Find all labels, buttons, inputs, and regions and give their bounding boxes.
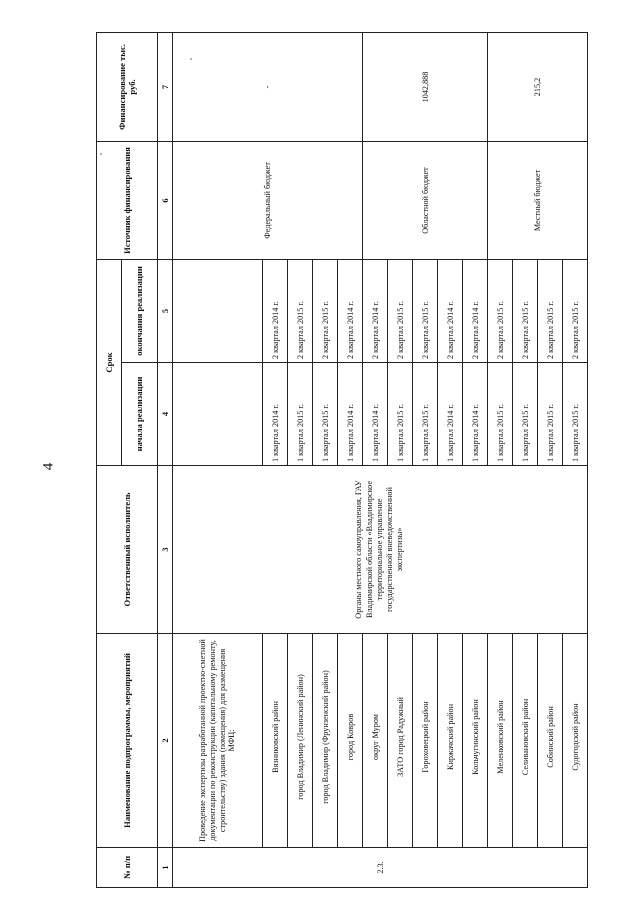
district-name: Меленковский район [488, 634, 513, 848]
header-source: Источник финансирования [97, 141, 158, 259]
header-name: Наименование подпрограммы, мероприятий [97, 634, 158, 848]
funding-regional: 1042,888 [363, 32, 488, 141]
term-start: 1 квартал 2015 г. [488, 363, 513, 466]
term-start: 1 квартал 2015 г. [538, 363, 563, 466]
district-name: Киржачский район [438, 634, 463, 848]
district-name: город Владимир (Ленинский район) [288, 634, 313, 848]
term-end: 2 квартал 2014 г. [438, 259, 463, 362]
term-end-empty [173, 259, 263, 362]
term-end: 2 квартал 2014 г. [338, 259, 363, 362]
term-end: 2 квартал 2014 г. [463, 259, 488, 362]
header-executor: Ответственный исполнитель [97, 466, 158, 634]
term-start: 1 квартал 2015 г. [413, 363, 438, 466]
district-name: город Владимир (Фрунзенский район) [313, 634, 338, 848]
header-term-end: окончания реализации [122, 259, 158, 362]
district-name: округ Муром [363, 634, 388, 848]
column-number: 5 [158, 259, 173, 362]
term-end: 2 квартал 2015 г. [563, 259, 588, 362]
term-end: 2 квартал 2015 г. [513, 259, 538, 362]
item-number: 2.3. [173, 848, 588, 888]
source-local: Местный бюджет [488, 141, 588, 259]
funding-federal: - [173, 32, 363, 141]
term-start: 1 квартал 2014 г. [363, 363, 388, 466]
page-number: 4 [40, 462, 57, 471]
header-num: № п/п [97, 848, 158, 888]
term-start: 1 квартал 2015 г. [513, 363, 538, 466]
column-number: 3 [158, 466, 173, 634]
header-term-start: начала реализации [122, 363, 158, 466]
term-end: 2 квартал 2015 г. [413, 259, 438, 362]
rotated-table-container [96, 33, 606, 888]
column-number: 7 [158, 32, 173, 141]
term-start: 1 квартал 2015 г. [288, 363, 313, 466]
term-start: 1 квартал 2014 г. [438, 363, 463, 466]
funding-local: 215,2 [488, 32, 588, 141]
term-end: 2 квартал 2015 г. [538, 259, 563, 362]
header-funding: Финансирование тыс. руб. [97, 32, 158, 141]
term-end: 2 квартал 2015 г. [288, 259, 313, 362]
district-name: ЗАТО город Радужный [388, 634, 413, 848]
source-federal: Федеральный бюджет [173, 141, 363, 259]
term-end: 2 квартал 2015 г. [388, 259, 413, 362]
district-name: Гороховецкий район [413, 634, 438, 848]
responsible-executor: Органы местного самоуправления, ГАУ Владимирской области «Владимирское территориальное управление государственной вневедомственной экспертизы» [173, 466, 588, 634]
term-start: 1 квартал 2014 г. [263, 363, 288, 466]
program-activities-table [96, 32, 588, 888]
term-end: 2 квартал 2014 г. [363, 259, 388, 362]
district-name: Кольчугинский район [463, 634, 488, 848]
term-start-empty [173, 363, 263, 466]
term-end: 2 квартал 2014 г. [263, 259, 288, 362]
term-start: 1 квартал 2015 г. [313, 363, 338, 466]
district-name: город Ковров [338, 634, 363, 848]
header-term: Срок [97, 259, 122, 465]
column-number: 1 [158, 848, 173, 888]
term-start: 1 квартал 2014 г. [338, 363, 363, 466]
district-name: Вязниковский район [263, 634, 288, 848]
column-number: 2 [158, 634, 173, 848]
main-item-name: Проведение экспертизы разработанной проектно-сметной документации по реконструкции (капитальному ремонту, строительству) здания (помещения) для размещения МФЦ: [173, 634, 263, 848]
source-regional: Областной бюджет [363, 141, 488, 259]
district-name: Судогодский район [563, 634, 588, 848]
column-number: 4 [158, 363, 173, 466]
term-end: 2 квартал 2015 г. [488, 259, 513, 362]
term-start: 1 квартал 2015 г. [563, 363, 588, 466]
district-name: Собинский район [538, 634, 563, 848]
term-start: 1 квартал 2014 г. [463, 363, 488, 466]
district-name: Селивановский район [513, 634, 538, 848]
term-end: 2 квартал 2015 г. [313, 259, 338, 362]
term-start: 1 квартал 2015 г. [388, 363, 413, 466]
column-number: 6 [158, 141, 173, 259]
